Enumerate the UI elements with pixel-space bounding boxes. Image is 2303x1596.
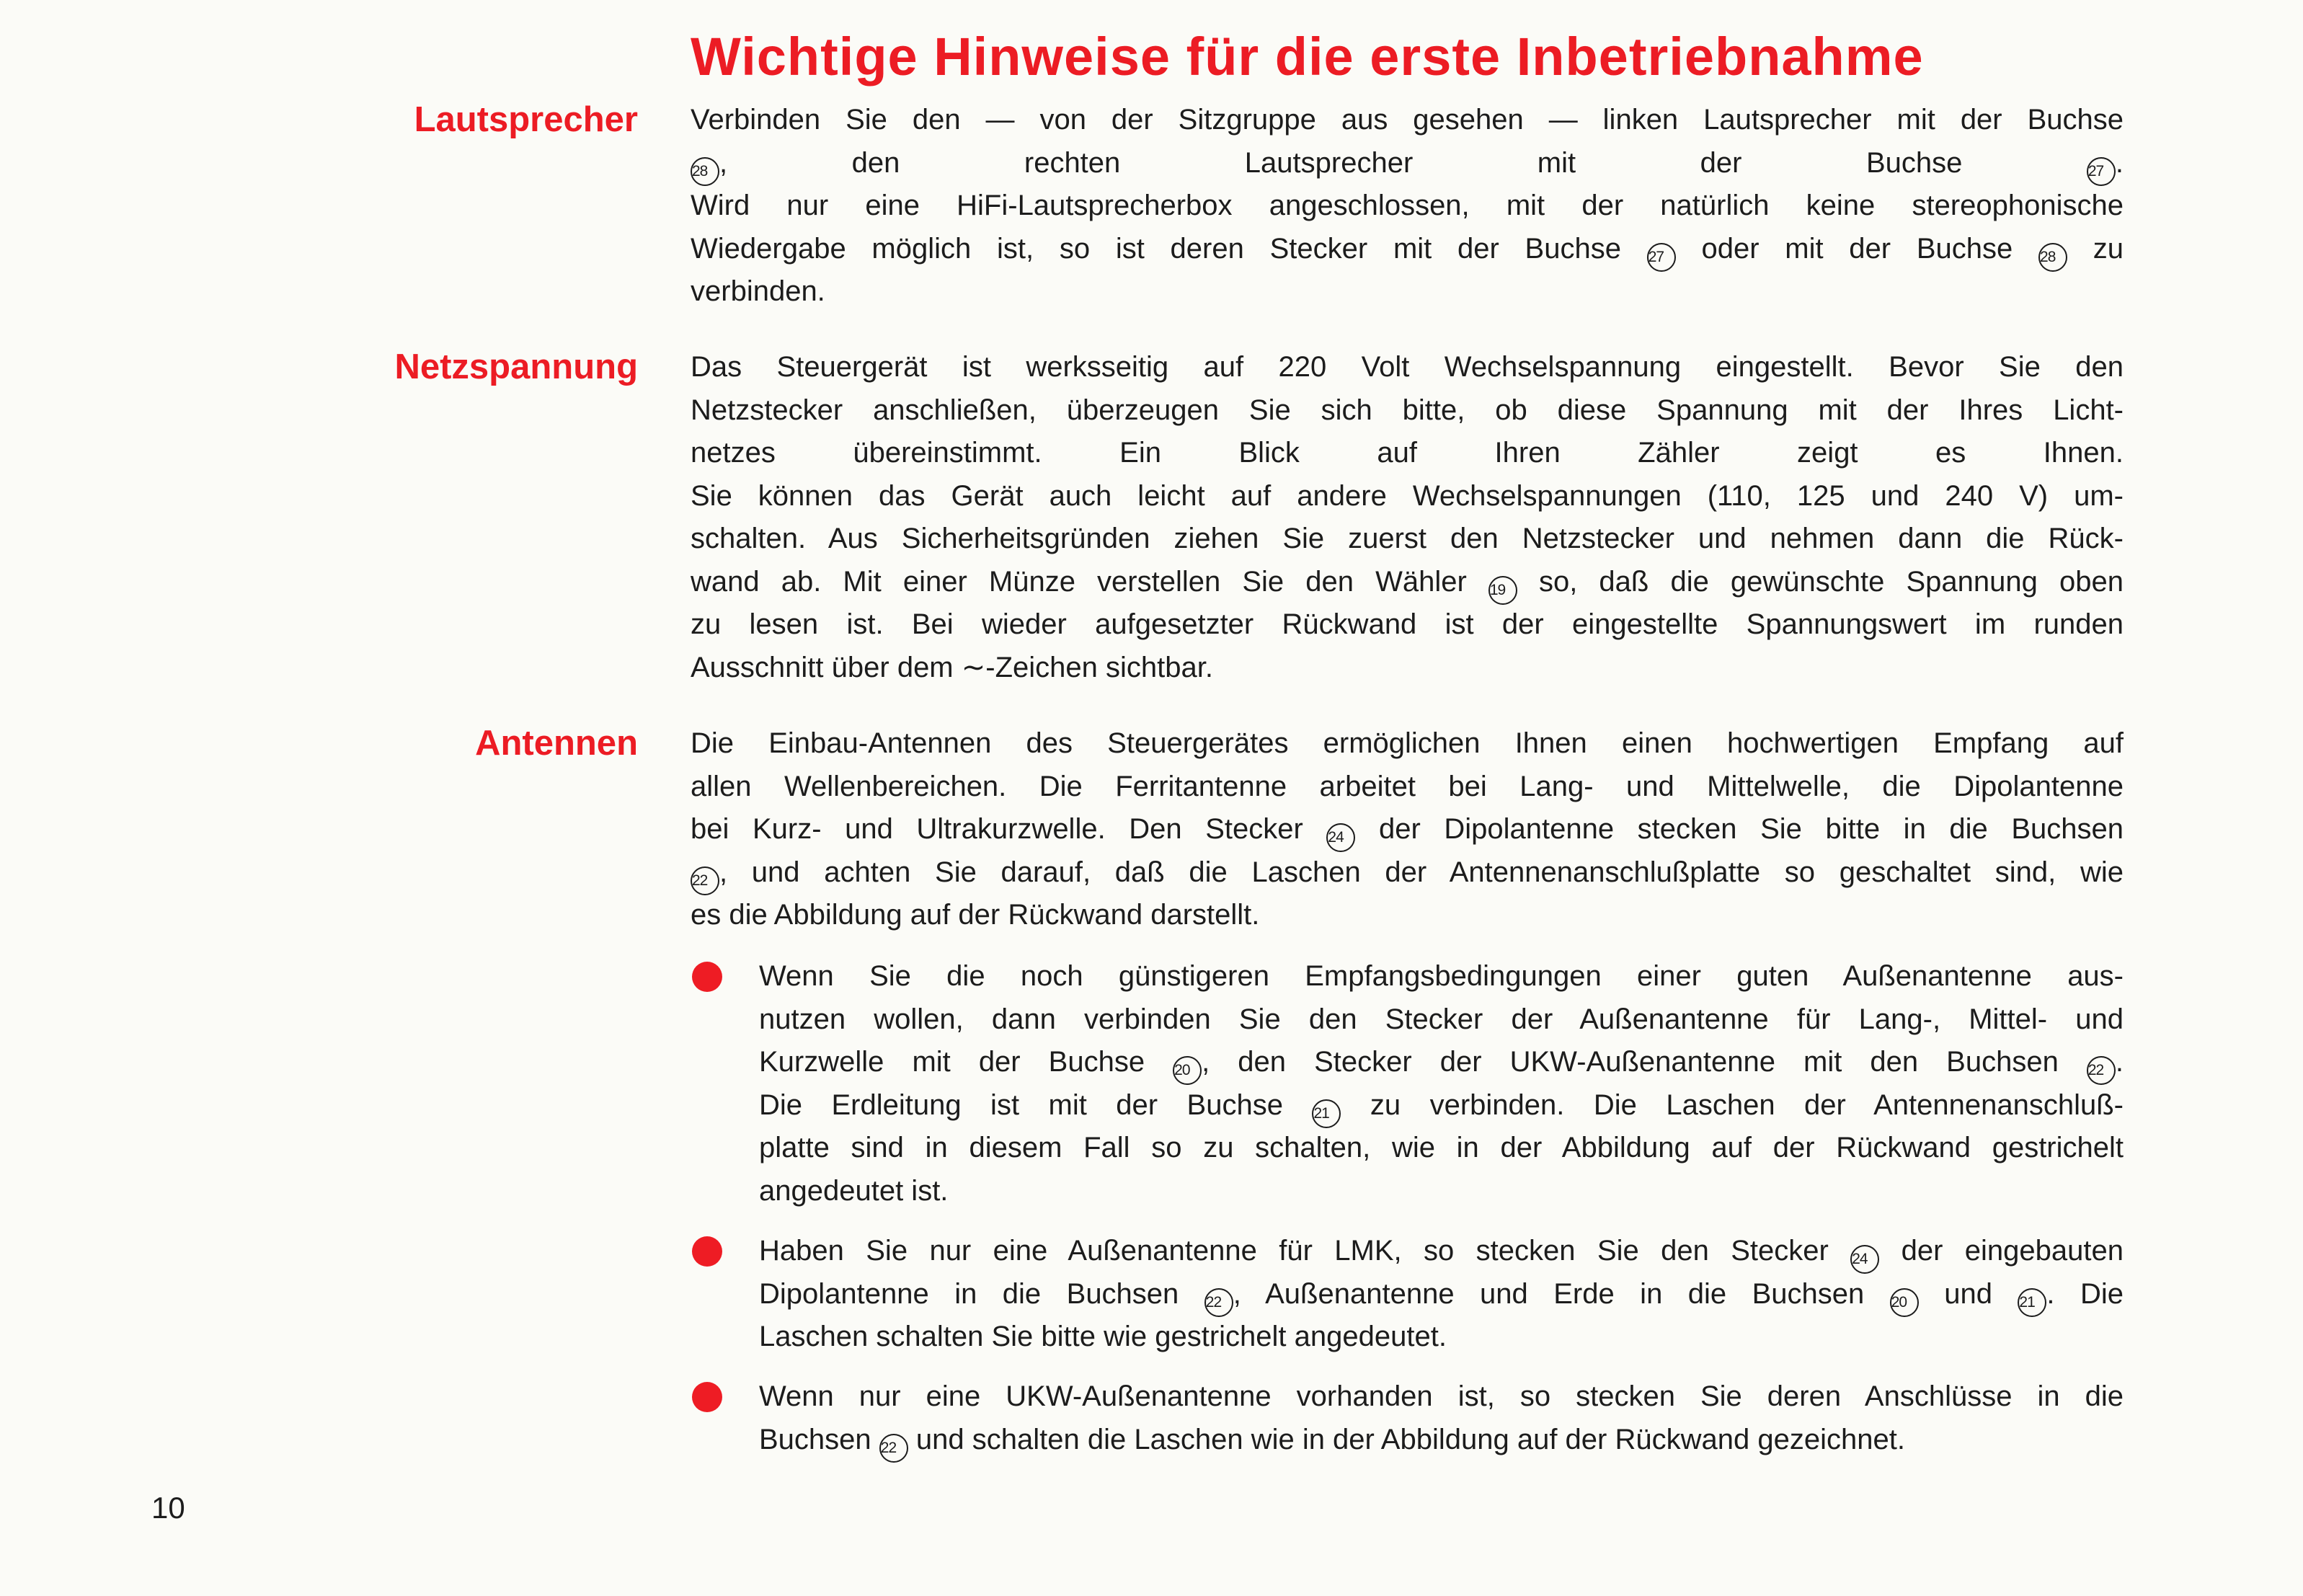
section-netzspannung-text	[691, 346, 2124, 689]
section-label-antennen: Antennen	[475, 724, 638, 763]
section-label-lautsprecher: Lautsprecher	[414, 100, 638, 139]
circled-reference-number: 24	[1326, 823, 1355, 852]
circled-reference-number: 27	[1647, 243, 1676, 272]
text-line: allen Wellenbereichen. Die Ferritantenne arbeitet bei Lang- und Mittelwelle, die Dipolantenne	[691, 770, 2124, 802]
text-line: Die Einbau-Antennen des Steuergerätes ermöglichen Ihnen einen hochwertigen Empfang auf	[691, 727, 2124, 759]
section-lautsprecher-text	[691, 99, 2124, 314]
text-line: Sie können das Gerät auch leicht auf andere Wechselspannungen (110, 125 und 240 V) um-	[691, 479, 2124, 512]
bullet-item-2	[759, 1230, 2124, 1359]
text-line: Netzstecker anschließen, überzeugen Sie sich bitte, ob diese Spannung mit der Ihres Licht-	[691, 394, 2124, 426]
circled-reference-number: 22	[2087, 1056, 2116, 1085]
text-line: Haben Sie nur eine Außenantenne für LMK, so stecken Sie den Stecker 24 der eingebauten	[759, 1230, 2124, 1273]
text-line: platte sind in diesem Fall so zu schalten, wie in der Abbildung auf der Rückwand gestrichelt	[759, 1132, 2124, 1163]
text-line: schalten. Aus Sicherheitsgründen ziehen Sie zuerst den Netzstecker und nehmen dann die Rück-	[691, 523, 2124, 554]
text-line: wand ab. Mit einer Münze verstellen Sie den Wähler 19 so, daß die gewünschte Spannung oben	[691, 561, 2124, 604]
bullet-item-3	[759, 1375, 2124, 1461]
section-antennen-text	[691, 722, 2124, 937]
text-line: zu lesen ist. Bei wieder aufgesetzter Rückwand ist der eingestellte Spannungswert im runden	[691, 608, 2124, 640]
circled-reference-number: 21	[1312, 1099, 1341, 1128]
circled-reference-number: 19	[1488, 576, 1517, 605]
text-line: Laschen schalten Sie bitte wie gestrichelt angedeutet.	[759, 1321, 1447, 1352]
circled-reference-number: 21	[2018, 1288, 2046, 1317]
section-label-netzspannung: Netzspannung	[394, 347, 638, 386]
text-line: Wenn Sie die noch günstigeren Empfangsbedingungen einer guten Außenantenne aus-	[759, 960, 2124, 992]
bullet-dot-icon	[692, 962, 722, 992]
text-line: 28 , den rechten Lautsprecher mit der Buchse 27 .	[691, 142, 2124, 185]
page-title: Wichtige Hinweise für die erste Inbetriebnahme	[691, 27, 1924, 87]
text-line: verbinden.	[691, 275, 825, 307]
circled-reference-number: 28	[691, 157, 719, 186]
circled-reference-number: 22	[691, 866, 719, 895]
page-number: 10	[151, 1491, 185, 1525]
text-line: Wird nur eine HiFi-Lautsprecherbox angeschlossen, mit der natürlich keine stereophonische	[691, 190, 2124, 221]
text-line: nutzen wollen, dann verbinden Sie den Stecker der Außenantenne für Lang-, Mittel- und	[759, 1003, 2124, 1035]
bullet-dot-icon	[692, 1236, 722, 1267]
text-line: es die Abbildung auf der Rückwand darstellt.	[691, 899, 1260, 931]
text-line: Wiedergabe möglich ist, so ist deren Stecker mit der Buchse 27 oder mit der Buchse 28 zu	[691, 228, 2124, 271]
circled-reference-number: 27	[2087, 157, 2116, 186]
circled-reference-number: 20	[1173, 1056, 1202, 1085]
circled-reference-number: 20	[1890, 1288, 1919, 1317]
text-line: Buchsen 22 und schalten die Laschen wie in der Abbildung auf der Rückwand gezeichnet.	[759, 1419, 2124, 1462]
circled-reference-number: 22	[1204, 1288, 1233, 1317]
circled-reference-number: 24	[1850, 1245, 1879, 1274]
text-line: Ausschnitt über dem ∼-Zeichen sichtbar.	[691, 651, 1213, 683]
text-line: Verbinden Sie den — von der Sitzgruppe aus gesehen — linken Lautsprecher mit der Buchse	[691, 104, 2124, 136]
bullet-item-1	[759, 955, 2124, 1212]
text-line: netzes übereinstimmt. Ein Blick auf Ihren Zähler zeigt es Ihnen.	[691, 437, 2124, 469]
text-line: Dipolantenne in die Buchsen 22 , Außenantenne und Erde in die Buchsen 20 und 21 . Die	[759, 1273, 2124, 1316]
text-line: Die Erdleitung ist mit der Buchse 21 zu verbinden. Die Laschen der Antennenanschluß-	[759, 1084, 2124, 1127]
text-line: Wenn nur eine UKW-Außenantenne vorhanden ist, so stecken Sie deren Anschlüsse in die	[759, 1380, 2124, 1412]
text-line: angedeutet ist.	[759, 1174, 949, 1207]
text-line: 22 , und achten Sie darauf, daß die Laschen der Antennenanschlußplatte so geschaltet sind, wie	[691, 851, 2124, 895]
text-line: Das Steuergerät ist werksseitig auf 220 Volt Wechselspannung eingestellt. Bevor Sie den	[691, 351, 2124, 383]
text-line: bei Kurz- und Ultrakurzwelle. Den Stecker 24 der Dipolantenne stecken Sie bitte in die Buchsen	[691, 808, 2124, 851]
circled-reference-number: 22	[879, 1434, 908, 1463]
bullet-dot-icon	[692, 1382, 722, 1412]
circled-reference-number: 28	[2038, 243, 2067, 272]
text-line: Kurzwelle mit der Buchse 20 , den Stecker der UKW-Außenantenne mit den Buchsen 22 .	[759, 1041, 2124, 1084]
